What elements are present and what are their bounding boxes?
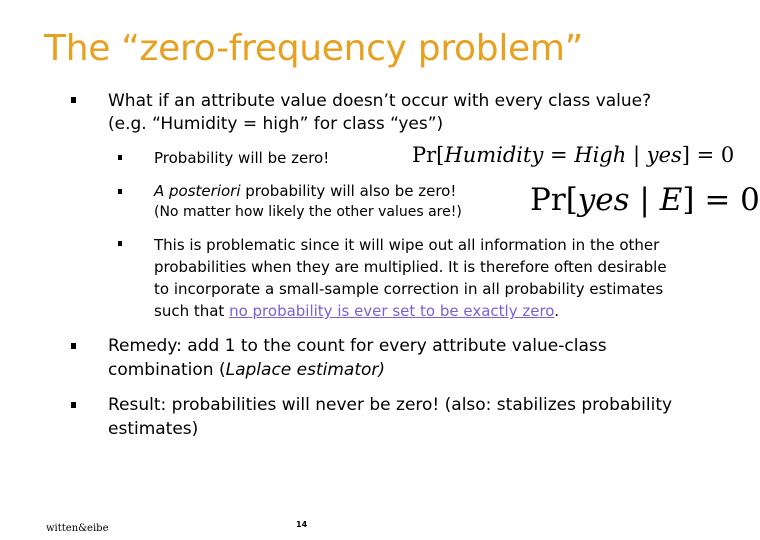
sub-bullet-a-posteriori: A posteriori probability will also be zero! (No matter how likely the other values are!) bbox=[154, 182, 462, 220]
no-zero-probability-link[interactable]: no probability is ever set to be exactly zero bbox=[229, 302, 555, 320]
bullet-marker bbox=[71, 343, 76, 349]
bullet-result: Result: probabilities will never be zero! (also: stabilizes probability estimates) bbox=[108, 395, 673, 439]
bullet-remedy: Remedy: add 1 to the count for every attribute value-class combination (Laplace estimator) bbox=[108, 336, 607, 380]
sub-bullet-marker bbox=[118, 155, 122, 160]
sub-bullet-zero-probability: Probability will be zero! bbox=[154, 149, 330, 167]
formula-pr-humidity-high: Pr[Humidity = High | yes] = 0 bbox=[412, 143, 735, 167]
slide-title: The “zero-frequency problem” bbox=[44, 28, 584, 69]
sub-bullet-small-sample-correction: This is problematic since it will wipe out all information in the other probabilities when they are multiplied. It is therefore often desirable to incorporate a small-sample correction in all probability estimates such that no probability is ever set to be exactly zero. bbox=[154, 236, 667, 320]
bullet-marker bbox=[71, 97, 76, 103]
formula-pr-yes-given-e: Pr[yes | E] = 0 bbox=[530, 182, 760, 218]
page-number: 14 bbox=[296, 520, 308, 529]
sub-bullet-marker bbox=[118, 241, 122, 246]
sub-bullet-marker bbox=[118, 189, 122, 194]
footer-author: witten&eibe bbox=[46, 523, 109, 534]
bullet-marker bbox=[71, 402, 76, 408]
bullet-question: What if an attribute value doesn’t occur with every class value? (e.g. “Humidity = high” for class “yes”) bbox=[108, 91, 652, 134]
